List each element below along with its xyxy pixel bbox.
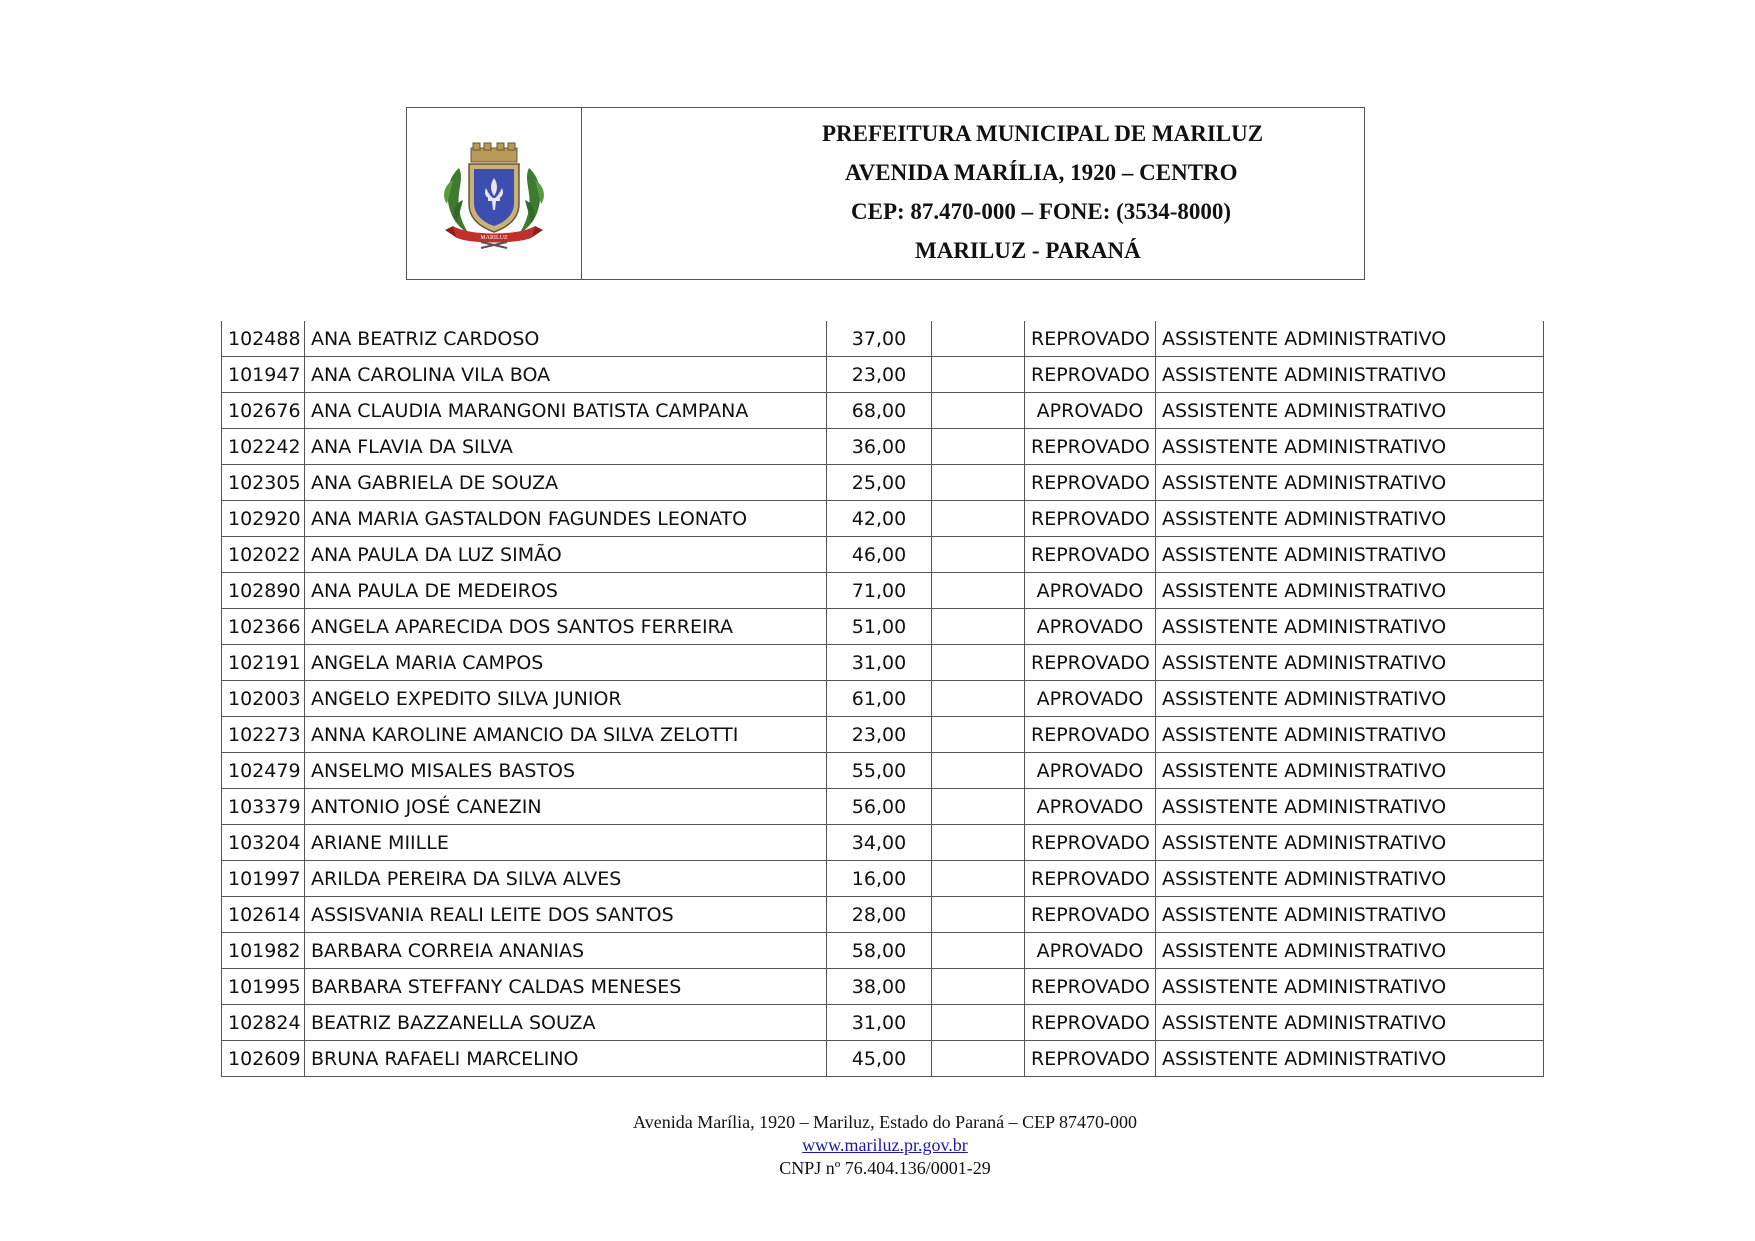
result-status: APROVADO xyxy=(1025,573,1156,609)
score: 45,00 xyxy=(827,1041,932,1077)
candidate-name: ANA GABRIELA DE SOUZA xyxy=(305,465,827,501)
result-status: APROVADO xyxy=(1025,681,1156,717)
table-row xyxy=(222,825,1544,861)
table-row xyxy=(222,1005,1544,1041)
score: 56,00 xyxy=(827,789,932,825)
registration-number: 102824 xyxy=(222,1005,305,1041)
registration-number: 101947 xyxy=(222,357,305,393)
candidate-name: ANSELMO MISALES BASTOS xyxy=(305,753,827,789)
empty-cell xyxy=(932,969,1025,1005)
candidate-name: BRUNA RAFAELI MARCELINO xyxy=(305,1041,827,1077)
footer-website-link[interactable]: www.mariluz.pr.gov.br xyxy=(802,1135,968,1155)
empty-cell xyxy=(932,681,1025,717)
registration-number: 102614 xyxy=(222,897,305,933)
empty-cell xyxy=(932,933,1025,969)
empty-cell xyxy=(932,825,1025,861)
candidate-name: BARBARA CORREIA ANANIAS xyxy=(305,933,827,969)
results-table xyxy=(221,321,1544,1077)
score: 38,00 xyxy=(827,969,932,1005)
empty-cell xyxy=(932,609,1025,645)
result-status: REPROVADO xyxy=(1025,501,1156,537)
registration-number: 102890 xyxy=(222,573,305,609)
result-status: REPROVADO xyxy=(1025,537,1156,573)
result-status: REPROVADO xyxy=(1025,897,1156,933)
footer-address: Avenida Marília, 1920 – Mariluz, Estado do Paraná – CEP 87470-000 xyxy=(633,1112,1137,1132)
empty-cell xyxy=(932,573,1025,609)
empty-cell xyxy=(932,537,1025,573)
position: ASSISTENTE ADMINISTRATIVO xyxy=(1156,465,1544,501)
score: 23,00 xyxy=(827,717,932,753)
header-city-state: MARILUZ - PARANÁ xyxy=(915,238,1141,264)
table-row xyxy=(222,393,1544,429)
empty-cell xyxy=(932,1041,1025,1077)
municipal-crest-logo xyxy=(439,138,549,250)
result-status: REPROVADO xyxy=(1025,645,1156,681)
position: ASSISTENTE ADMINISTRATIVO xyxy=(1156,789,1544,825)
table-row xyxy=(222,357,1544,393)
score: 23,00 xyxy=(827,357,932,393)
registration-number: 101997 xyxy=(222,861,305,897)
result-status: REPROVADO xyxy=(1025,321,1156,357)
registration-number: 102022 xyxy=(222,537,305,573)
registration-number: 102609 xyxy=(222,1041,305,1077)
table-row xyxy=(222,537,1544,573)
position: ASSISTENTE ADMINISTRATIVO xyxy=(1156,753,1544,789)
empty-cell xyxy=(932,1005,1025,1041)
header-address: AVENIDA MARÍLIA, 1920 – CENTRO xyxy=(845,159,1238,185)
registration-number: 102488 xyxy=(222,321,305,357)
candidate-name: BEATRIZ BAZZANELLA SOUZA xyxy=(305,1005,827,1041)
score: 25,00 xyxy=(827,465,932,501)
registration-number: 102305 xyxy=(222,465,305,501)
page-footer xyxy=(0,1111,1755,1180)
score: 16,00 xyxy=(827,861,932,897)
position: ASSISTENTE ADMINISTRATIVO xyxy=(1156,969,1544,1005)
header-cep-phone: CEP: 87.470-000 – FONE: (3534-8000) xyxy=(851,199,1232,225)
candidate-name: ANGELA APARECIDA DOS SANTOS FERREIRA xyxy=(305,609,827,645)
table-row xyxy=(222,753,1544,789)
footer-cnpj: CNPJ nº 76.404.136/0001-29 xyxy=(779,1158,991,1178)
score: 36,00 xyxy=(827,429,932,465)
candidate-name: ANGELO EXPEDITO SILVA JUNIOR xyxy=(305,681,827,717)
candidate-name: ANA CLAUDIA MARANGONI BATISTA CAMPANA xyxy=(305,393,827,429)
table-row xyxy=(222,861,1544,897)
position: ASSISTENTE ADMINISTRATIVO xyxy=(1156,609,1544,645)
position: ASSISTENTE ADMINISTRATIVO xyxy=(1156,681,1544,717)
table-row xyxy=(222,573,1544,609)
score: 37,00 xyxy=(827,321,932,357)
result-status: APROVADO xyxy=(1025,393,1156,429)
empty-cell xyxy=(932,357,1025,393)
table-row xyxy=(222,1041,1544,1077)
score: 55,00 xyxy=(827,753,932,789)
registration-number: 102920 xyxy=(222,501,305,537)
score: 42,00 xyxy=(827,501,932,537)
result-status: REPROVADO xyxy=(1025,717,1156,753)
position: ASSISTENTE ADMINISTRATIVO xyxy=(1156,537,1544,573)
table-row xyxy=(222,897,1544,933)
score: 28,00 xyxy=(827,897,932,933)
score: 46,00 xyxy=(827,537,932,573)
result-status: APROVADO xyxy=(1025,933,1156,969)
table-row xyxy=(222,429,1544,465)
position: ASSISTENTE ADMINISTRATIVO xyxy=(1156,645,1544,681)
empty-cell xyxy=(932,465,1025,501)
candidate-name: ANA PAULA DA LUZ SIMÃO xyxy=(305,537,827,573)
position: ASSISTENTE ADMINISTRATIVO xyxy=(1156,429,1544,465)
candidate-name: ASSISVANIA REALI LEITE DOS SANTOS xyxy=(305,897,827,933)
registration-number: 102273 xyxy=(222,717,305,753)
logo-cell xyxy=(407,108,582,279)
candidate-name: BARBARA STEFFANY CALDAS MENESES xyxy=(305,969,827,1005)
registration-number: 102479 xyxy=(222,753,305,789)
empty-cell xyxy=(932,645,1025,681)
letterhead-text xyxy=(582,108,1364,279)
score: 31,00 xyxy=(827,645,932,681)
position: ASSISTENTE ADMINISTRATIVO xyxy=(1156,357,1544,393)
registration-number: 102366 xyxy=(222,609,305,645)
table-row xyxy=(222,789,1544,825)
table-row xyxy=(222,681,1544,717)
result-status: REPROVADO xyxy=(1025,861,1156,897)
registration-number: 103204 xyxy=(222,825,305,861)
result-status: APROVADO xyxy=(1025,789,1156,825)
registration-number: 102242 xyxy=(222,429,305,465)
position: ASSISTENTE ADMINISTRATIVO xyxy=(1156,933,1544,969)
registration-number: 102003 xyxy=(222,681,305,717)
result-status: REPROVADO xyxy=(1025,969,1156,1005)
candidate-name: ARILDA PEREIRA DA SILVA ALVES xyxy=(305,861,827,897)
position: ASSISTENTE ADMINISTRATIVO xyxy=(1156,501,1544,537)
empty-cell xyxy=(932,717,1025,753)
candidate-name: ANNA KAROLINE AMANCIO DA SILVA ZELOTTI xyxy=(305,717,827,753)
position: ASSISTENTE ADMINISTRATIVO xyxy=(1156,861,1544,897)
registration-number: 102676 xyxy=(222,393,305,429)
result-status: REPROVADO xyxy=(1025,1041,1156,1077)
registration-number: 101982 xyxy=(222,933,305,969)
empty-cell xyxy=(932,897,1025,933)
result-status: APROVADO xyxy=(1025,753,1156,789)
table-row xyxy=(222,717,1544,753)
score: 71,00 xyxy=(827,573,932,609)
position: ASSISTENTE ADMINISTRATIVO xyxy=(1156,1005,1544,1041)
table-row xyxy=(222,969,1544,1005)
table-row xyxy=(222,609,1544,645)
score: 31,00 xyxy=(827,1005,932,1041)
result-status: REPROVADO xyxy=(1025,825,1156,861)
position: ASSISTENTE ADMINISTRATIVO xyxy=(1156,897,1544,933)
table-row xyxy=(222,645,1544,681)
candidate-name: ANA PAULA DE MEDEIROS xyxy=(305,573,827,609)
letterhead xyxy=(406,107,1365,280)
header-title: PREFEITURA MUNICIPAL DE MARILUZ xyxy=(822,120,1264,146)
result-status: REPROVADO xyxy=(1025,1005,1156,1041)
empty-cell xyxy=(932,393,1025,429)
candidate-name: ANGELA MARIA CAMPOS xyxy=(305,645,827,681)
table-row xyxy=(222,933,1544,969)
position: ASSISTENTE ADMINISTRATIVO xyxy=(1156,393,1544,429)
result-status: REPROVADO xyxy=(1025,357,1156,393)
candidate-name: ANA MARIA GASTALDON FAGUNDES LEONATO xyxy=(305,501,827,537)
candidate-name: ANTONIO JOSÉ CANEZIN xyxy=(305,789,827,825)
position: ASSISTENTE ADMINISTRATIVO xyxy=(1156,321,1544,357)
score: 61,00 xyxy=(827,681,932,717)
crest-banner-text: MARILUZ xyxy=(480,234,508,241)
results-table-body xyxy=(222,321,1544,1077)
candidate-name: ANA FLAVIA DA SILVA xyxy=(305,429,827,465)
result-status: REPROVADO xyxy=(1025,465,1156,501)
score: 51,00 xyxy=(827,609,932,645)
candidate-name: ARIANE MIILLE xyxy=(305,825,827,861)
table-row xyxy=(222,465,1544,501)
score: 34,00 xyxy=(827,825,932,861)
empty-cell xyxy=(932,789,1025,825)
table-row xyxy=(222,321,1544,357)
empty-cell xyxy=(932,501,1025,537)
score: 58,00 xyxy=(827,933,932,969)
empty-cell xyxy=(932,321,1025,357)
position: ASSISTENTE ADMINISTRATIVO xyxy=(1156,717,1544,753)
registration-number: 103379 xyxy=(222,789,305,825)
position: ASSISTENTE ADMINISTRATIVO xyxy=(1156,825,1544,861)
table-row xyxy=(222,501,1544,537)
empty-cell xyxy=(932,753,1025,789)
result-status: REPROVADO xyxy=(1025,429,1156,465)
position: ASSISTENTE ADMINISTRATIVO xyxy=(1156,573,1544,609)
result-status: APROVADO xyxy=(1025,609,1156,645)
candidate-name: ANA BEATRIZ CARDOSO xyxy=(305,321,827,357)
position: ASSISTENTE ADMINISTRATIVO xyxy=(1156,1041,1544,1077)
empty-cell xyxy=(932,861,1025,897)
empty-cell xyxy=(932,429,1025,465)
score: 68,00 xyxy=(827,393,932,429)
candidate-name: ANA CAROLINA VILA BOA xyxy=(305,357,827,393)
registration-number: 101995 xyxy=(222,969,305,1005)
registration-number: 102191 xyxy=(222,645,305,681)
